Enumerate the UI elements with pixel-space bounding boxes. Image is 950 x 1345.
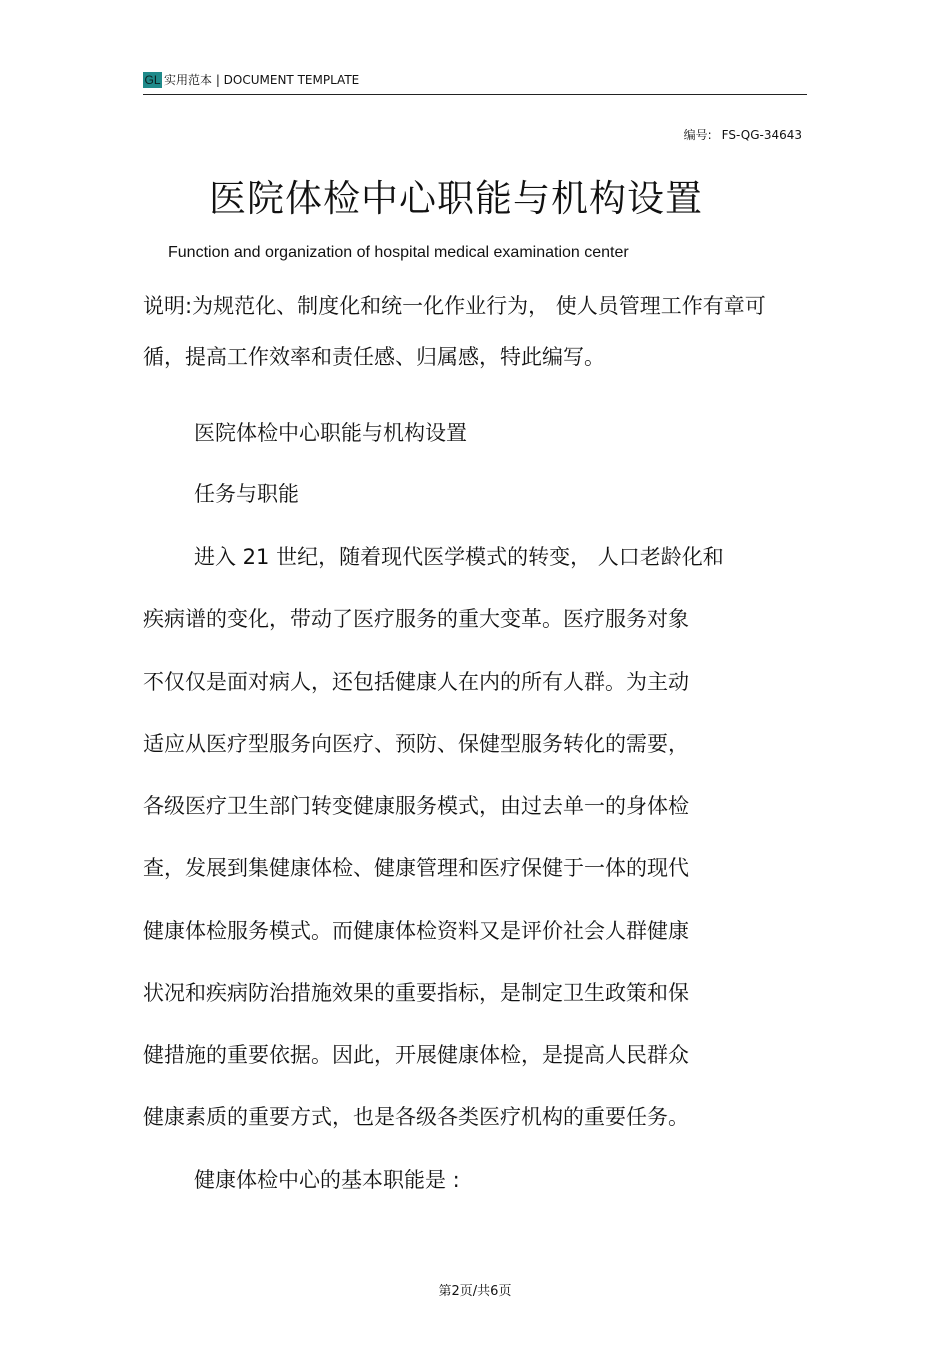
section-heading: 医院体检中心职能与机构设置	[194, 421, 467, 445]
header-text: 实用范本 | DOCUMENT TEMPLATE	[164, 73, 360, 87]
body-line: 疾病谱的变化，带动了医疗服务的重大变革。医疗服务对象	[143, 607, 689, 631]
body-line: 查，发展到集健康体检、健康管理和医疗保健于一体的现代	[143, 856, 689, 880]
body-line: 循，提高工作效率和责任感、归属感，特此编写。	[143, 345, 605, 369]
body-line: 健措施的重要依据。因此，开展健康体检，是提高人民群众	[143, 1043, 689, 1067]
page-header	[143, 70, 807, 95]
logo-icon: GL	[144, 73, 161, 87]
section-heading: 任务与职能	[194, 482, 299, 506]
document-number	[684, 126, 802, 143]
body-line: 适应从医疗型服务向医疗、预防、保健型服务转化的需要，	[143, 732, 689, 756]
body-line: 说明:为规范化、制度化和统一化作业行为， 使人员管理工作有章可	[143, 294, 766, 318]
body-line: 健康体检中心的基本职能是 :	[194, 1168, 460, 1192]
document-number-value: FS-QG-34643	[721, 128, 802, 142]
body-line: 各级医疗卫生部门转变健康服务模式，由过去单一的身体检	[143, 794, 689, 818]
body-line: 状况和疾病防治措施效果的重要指标，是制定卫生政策和保	[143, 981, 689, 1005]
page-number: 第2页/共6页	[438, 1284, 512, 1299]
document-title: 医院体检中心职能与机构设置	[209, 177, 703, 220]
document-number-label: 编号:	[683, 128, 712, 142]
document-subtitle: Function and organization of hospital medical examination center	[168, 244, 629, 261]
body-line: 健康素质的重要方式，也是各级各类医疗机构的重要任务。	[143, 1105, 689, 1129]
body-line: 进入 21 世纪，随着现代医学模式的转变， 人口老龄化和	[194, 545, 724, 569]
body-line: 不仅仅是面对病人，还包括健康人在内的所有人群。为主动	[143, 670, 689, 694]
body-line: 健康体检服务模式。而健康体检资料又是评价社会人群健康	[143, 919, 689, 943]
